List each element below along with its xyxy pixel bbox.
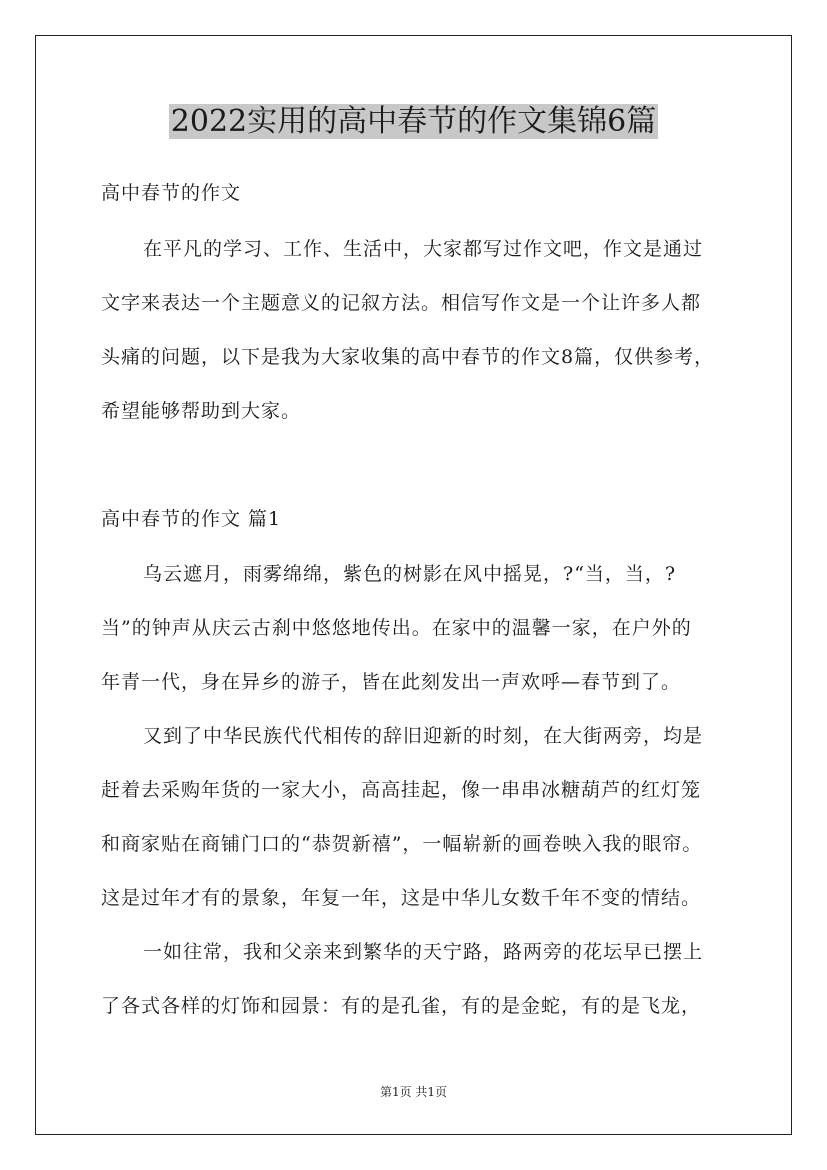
paragraph-line: 了各式各样的灯饰和园景：有的是孔雀，有的是金蛇，有的是飞龙， xyxy=(101,995,702,1017)
paragraph-line: 和商家贴在商铺门口的“恭贺新禧”，一幅崭新的画卷映入我的眼帘。 xyxy=(101,833,703,855)
section-heading-1: 高中春节的作文 篇1 xyxy=(101,508,282,530)
paragraph-line: 文字来表达一个主题意义的记叙方法。相信写作文是一个让许多人都 xyxy=(101,292,702,314)
section-heading-intro: 高中春节的作文 xyxy=(101,182,242,204)
paragraph-line: 头痛的问题，以下是我为大家收集的高中春节的作文8篇，仅供参考， xyxy=(101,346,715,368)
paragraph-line: 年青一代，身在异乡的游子，皆在此刻发出一声欢呼—春节到了。 xyxy=(101,671,682,693)
paragraph-line: 又到了中华民族代代相传的辞旧迎新的时刻，在大街两旁，均是 xyxy=(143,725,704,747)
page-footer: 第1页 共1页 xyxy=(379,1085,448,1099)
paragraph-line: 乌云遮月，雨雾绵绵，紫色的树影在风中摇晃，?“当，当，? xyxy=(143,563,677,585)
paragraph-line: 在平凡的学习、工作、生活中，大家都写过作文吧，作文是通过 xyxy=(143,238,704,260)
paragraph-line: 当”的钟声从庆云古刹中悠悠地传出。在家中的温馨一家，在户外的 xyxy=(101,617,692,639)
document-title: 2022实用的高中春节的作文集锦6篇 xyxy=(170,104,657,139)
paragraph-line: 一如往常，我和父亲来到繁华的天宁路，路两旁的花坛早已摆上 xyxy=(143,941,704,963)
paragraph-line: 赶着去采购年货的一家大小，高高挂起，像一串串冰糖葫芦的红灯笼 xyxy=(101,779,702,801)
paragraph-line: 这是过年才有的景象，年复一年，这是中华儿女数千年不变的情结。 xyxy=(101,887,702,909)
paragraph-line: 希望能够帮助到大家。 xyxy=(101,400,302,422)
